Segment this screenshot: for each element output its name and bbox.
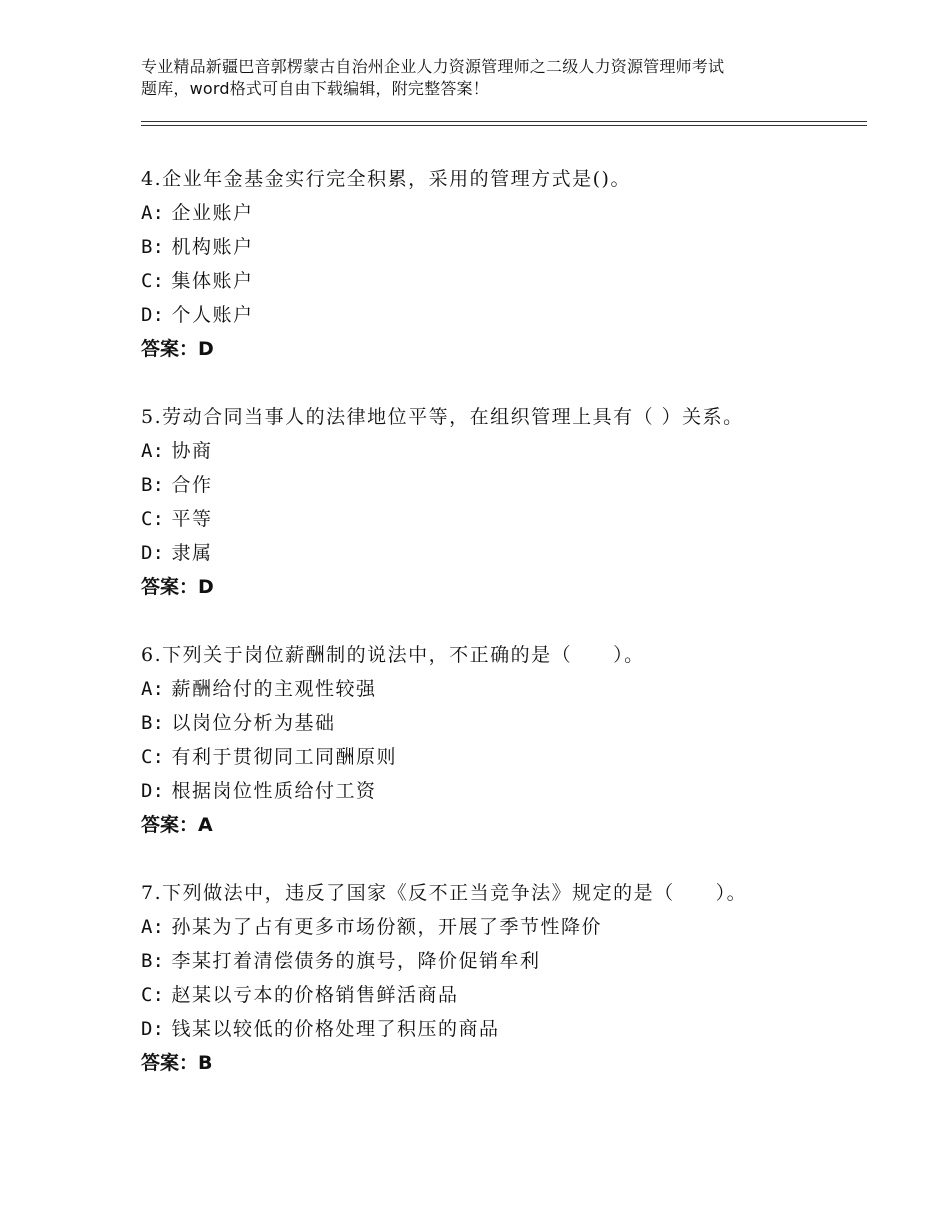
answer-label: 答案：D — [141, 338, 214, 360]
option-b — [141, 706, 861, 740]
option-b — [141, 944, 861, 978]
option-a — [141, 434, 861, 468]
question-stem: 6.下列关于岗位薪酬制的说法中，不正确的是（ ）。 — [141, 644, 645, 666]
option-a — [141, 672, 861, 706]
option-d — [141, 536, 861, 570]
option-letter: A: — [141, 202, 164, 224]
option-text: 企业账户 — [171, 202, 254, 224]
answer-label: 答案：A — [141, 814, 213, 836]
answer-label: 答案：B — [141, 1052, 213, 1074]
option-letter: B: — [141, 474, 164, 496]
option-text: 机构账户 — [171, 236, 254, 258]
question-stem: 7.下列做法中，违反了国家《反不正当竞争法》规定的是（ ）。 — [141, 882, 748, 904]
option-text: 李某打着清偿债务的旗号，降价促销牟利 — [171, 950, 541, 972]
option-text: 以岗位分析为基础 — [171, 712, 336, 734]
header-title-line-2: 题库，word格式可自由下载编辑，附完整答案！ — [141, 79, 489, 98]
option-a — [141, 196, 861, 230]
option-text: 隶属 — [171, 542, 213, 564]
option-text: 薪酬给付的主观性较强 — [171, 678, 377, 700]
option-letter: D: — [141, 780, 164, 802]
option-c — [141, 502, 861, 536]
option-text: 根据岗位性质给付工资 — [171, 780, 377, 802]
question-4 — [141, 162, 861, 366]
answer-label: 答案：D — [141, 576, 214, 598]
question-stem: 4.企业年金基金实行完全积累，采用的管理方式是()。 — [141, 168, 631, 190]
option-text: 平等 — [171, 508, 213, 530]
option-letter: B: — [141, 236, 164, 258]
option-text: 赵某以亏本的价格销售鲜活商品 — [171, 984, 459, 1006]
option-a — [141, 910, 861, 944]
question-5 — [141, 400, 861, 604]
option-c — [141, 978, 861, 1012]
option-letter: D: — [141, 542, 164, 564]
option-text: 个人账户 — [171, 304, 254, 326]
option-text: 有利于贯彻同工同酬原则 — [171, 746, 397, 768]
option-text: 合作 — [171, 474, 213, 496]
option-letter: C: — [141, 508, 164, 530]
option-text: 孙某为了占有更多市场份额，开展了季节性降价 — [171, 916, 602, 938]
option-letter: A: — [141, 440, 164, 462]
option-text: 协商 — [171, 440, 213, 462]
option-b — [141, 468, 861, 502]
header-divider-top — [141, 121, 867, 122]
option-letter: C: — [141, 270, 164, 292]
question-6 — [141, 638, 861, 842]
option-letter: B: — [141, 950, 164, 972]
header-title-line-1: 专业精品新疆巴音郭楞蒙古自治州企业人力资源管理师之二级人力资源管理师考试 — [141, 57, 725, 76]
option-letter: D: — [141, 1018, 164, 1040]
header-divider-bottom — [141, 125, 867, 126]
option-c — [141, 740, 861, 774]
document-header — [141, 56, 841, 100]
option-letter: D: — [141, 304, 164, 326]
option-d — [141, 774, 861, 808]
option-d — [141, 1012, 861, 1046]
option-letter: C: — [141, 746, 164, 768]
option-letter: A: — [141, 678, 164, 700]
option-letter: B: — [141, 712, 164, 734]
option-text: 钱某以较低的价格处理了积压的商品 — [171, 1018, 500, 1040]
option-letter: C: — [141, 984, 164, 1006]
question-list — [141, 162, 861, 1114]
option-text: 集体账户 — [171, 270, 254, 292]
question-stem: 5.劳动合同当事人的法律地位平等，在组织管理上具有（ ）关系。 — [141, 406, 744, 428]
option-c — [141, 264, 861, 298]
question-7 — [141, 876, 861, 1080]
option-b — [141, 230, 861, 264]
option-letter: A: — [141, 916, 164, 938]
option-d — [141, 298, 861, 332]
